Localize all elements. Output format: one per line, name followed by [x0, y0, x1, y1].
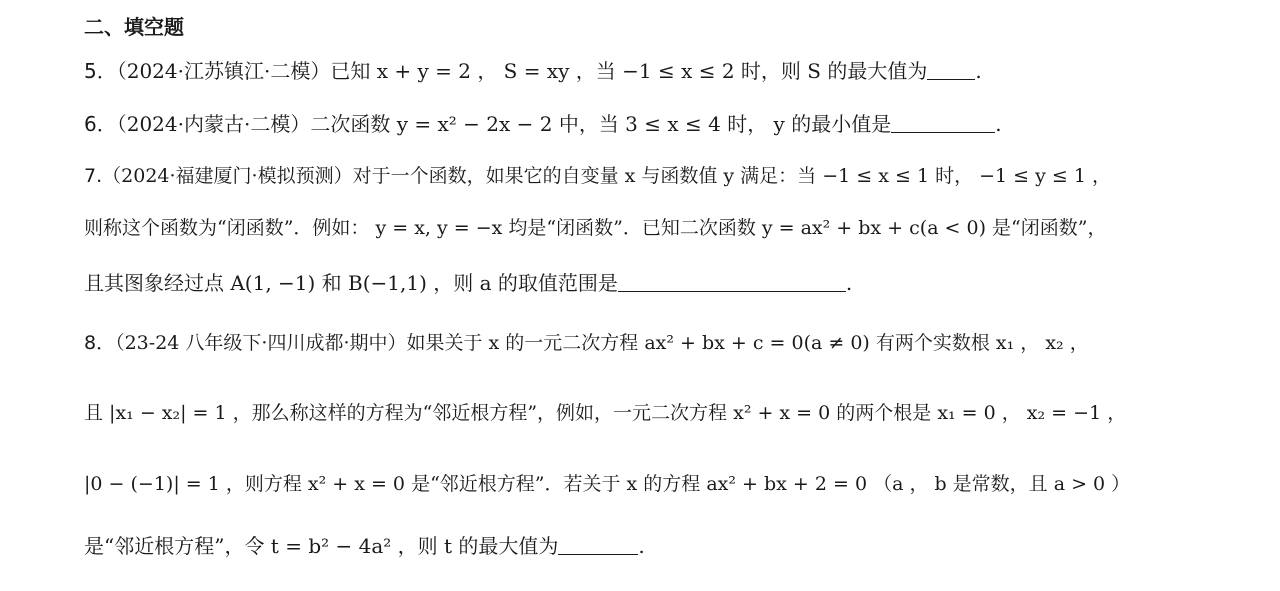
- q7-end: .: [845, 271, 853, 295]
- q6-number: 6．: [84, 112, 117, 136]
- q7-number: 7.: [84, 165, 103, 187]
- q7-line3: 且其图象经过点 A(1, −1) 和 B(−1,1) ，则 a 的取值范围是: [84, 271, 618, 295]
- q6-text: 二次函数 y = x² − 2x − 2 中，当 3 ≤ x ≤ 4 时， y 的最小值是: [310, 112, 892, 136]
- q5-number: 5．: [84, 59, 117, 83]
- section-title: 二、填空题: [84, 15, 184, 39]
- q6-answer-blank[interactable]: [891, 112, 995, 133]
- q7-answer-blank[interactable]: [618, 271, 846, 292]
- q5-source: （2024·江苏镇江·二模）: [116, 59, 331, 83]
- q6-source: （2024·内蒙古·二模）: [116, 112, 311, 136]
- question-8-line-1: [84, 328, 1089, 358]
- q8-end: .: [638, 534, 645, 558]
- question-8-line-2: [84, 398, 1126, 428]
- question-7-line-1: [84, 161, 1111, 191]
- q5-answer-blank[interactable]: [927, 59, 975, 80]
- question-6: [84, 109, 1002, 139]
- q7-source: （2024·福建厦门·模拟预测）: [102, 165, 353, 187]
- q6-end: .: [995, 112, 1002, 136]
- q8-line1: 如果关于 x 的一元二次方程 ax² + bx + c = 0(a ≠ 0) 有两个实数根 x₁ ， x₂ ，: [406, 332, 1089, 354]
- question-7-line-3: [84, 268, 852, 298]
- q5-end: .: [975, 59, 982, 83]
- q8-line4: 是“邻近根方程”，令 t = b² − 4a² ，则 t 的最大值为: [84, 534, 559, 558]
- q8-source: （23-24 八年级下·四川成都·期中）: [115, 332, 407, 354]
- q8-number: 8．: [84, 332, 116, 354]
- q8-line2: 且 |x₁ − x₂| = 1 ，那么称这样的方程为“邻近根方程”，例如，一元二次方程 x² + x = 0 的两个根是 x₁ = 0 ， x₂ = −1 ，: [84, 402, 1127, 424]
- q7-line1: 对于一个函数，如果它的自变量 x 与函数值 y 满足：当 −1 ≤ x ≤ 1 时， −1 ≤ y ≤ 1 ，: [352, 165, 1111, 187]
- q7-line2: 则称这个函数为“闭函数”．例如： y = x, y = −x 均是“闭函数”．已知二次函数 y = ax² + bx + c(a < 0) 是“闭函数”，: [84, 217, 1107, 239]
- question-7-line-2: [84, 213, 1107, 243]
- q8-answer-blank[interactable]: [558, 534, 638, 555]
- q5-text: 已知 x + y = 2 ， S = xy ，当 −1 ≤ x ≤ 2 时，则 S 的最大值为: [330, 59, 928, 83]
- question-5: [84, 56, 982, 86]
- question-8-line-3: [84, 469, 1130, 499]
- q8-line3: |0 − (−1)| = 1 ，则方程 x² + x = 0 是“邻近根方程”．若关于 x 的方程 ax² + bx + 2 = 0 （a ， b 是常数，且 a > 0 ）: [84, 473, 1131, 495]
- question-8-line-4: [84, 531, 645, 561]
